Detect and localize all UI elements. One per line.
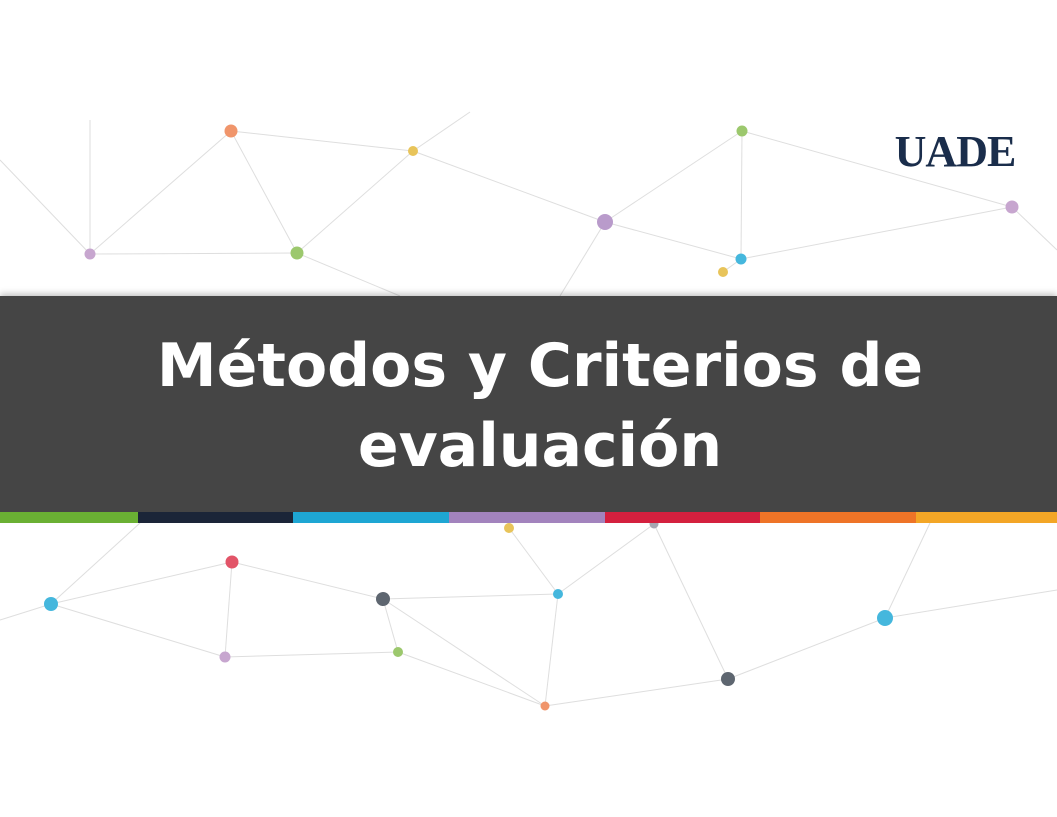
node-dot	[541, 702, 550, 711]
node-dot	[85, 249, 96, 260]
node-dot	[737, 126, 748, 137]
uade-logo: UADE	[894, 127, 1016, 176]
title-line-1: Métodos y Criterios de	[156, 331, 924, 401]
node-dot	[718, 267, 728, 277]
node-dot	[291, 247, 304, 260]
stripe-red	[605, 512, 760, 523]
node-dot	[408, 146, 418, 156]
node-dot	[226, 556, 239, 569]
node-dot	[393, 647, 403, 657]
stripe-navy	[138, 512, 293, 523]
node-dot	[736, 254, 747, 265]
node-dot	[44, 597, 58, 611]
stripe-lilac	[449, 512, 605, 523]
stripe-orange	[760, 512, 916, 523]
node-dot	[597, 214, 613, 230]
node-dot	[376, 592, 390, 606]
color-stripe	[0, 512, 1057, 523]
stripe-yellow	[916, 512, 1057, 523]
node-dot	[877, 610, 893, 626]
node-dot	[504, 523, 514, 533]
node-dot	[225, 125, 238, 138]
node-dot	[721, 672, 735, 686]
node-dot	[1006, 201, 1019, 214]
node-dot	[220, 652, 231, 663]
node-dot	[553, 589, 563, 599]
title-line-2: evaluación	[357, 411, 723, 481]
slide-title	[40, 326, 1040, 486]
stripe-green	[0, 512, 138, 523]
stripe-cyan	[293, 512, 449, 523]
